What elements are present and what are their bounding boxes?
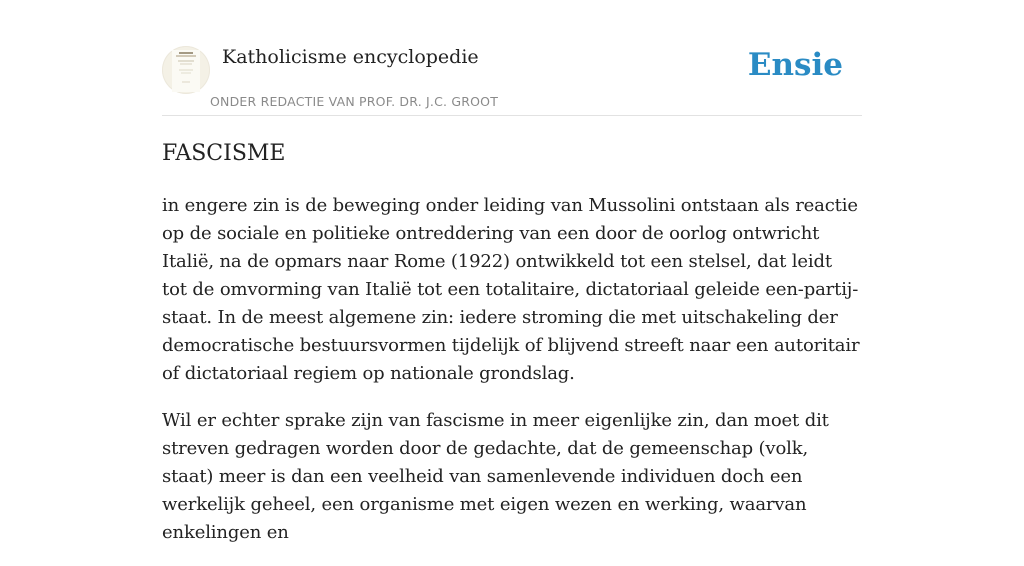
article-title: FASCISME [162, 141, 286, 166]
page [162, 0, 862, 543]
book-cover-icon[interactable] [162, 46, 210, 94]
editor-line: ONDER REDACTIE VAN PROF. DR. J.C. GROOT [210, 94, 499, 109]
article-paragraph: in engere zin is de beweging onder leiding van Mussolini ontstaan als reactie op de sociale en politieke ontreddering van een door de oorlog ontwricht Italië, na de opmars naar Rome (1922) ontwikkeld tot een stelsel, dat leidt tot de omvorming van Italië tot een totalitaire, dictatoriaal geleide een-partij-staat. In de meest algemene zin: iedere stroming die met uitschakeling der democratische bestuursvormen tijdelijk of blijvend streeft naar een autoritair of dictatoriaal regiem op nationale grondslag. [162, 195, 860, 384]
encyclopedia-title[interactable]: Katholicisme encyclopedie [222, 46, 479, 68]
article-body [162, 192, 862, 566]
brand-logo[interactable]: Ensie [747, 47, 843, 83]
header [162, 0, 862, 116]
article-paragraph: Wil er echter sprake zijn van fascisme in meer eigenlijke zin, dan moet dit streven gedragen worden door de gedachte, dat de gemeenschap (volk, staat) meer is dan een veelheid van samenlevende individuen doch een werkelijk geheel, een organisme met eigen wezen en werking, waarvan enkelingen en [162, 410, 829, 543]
